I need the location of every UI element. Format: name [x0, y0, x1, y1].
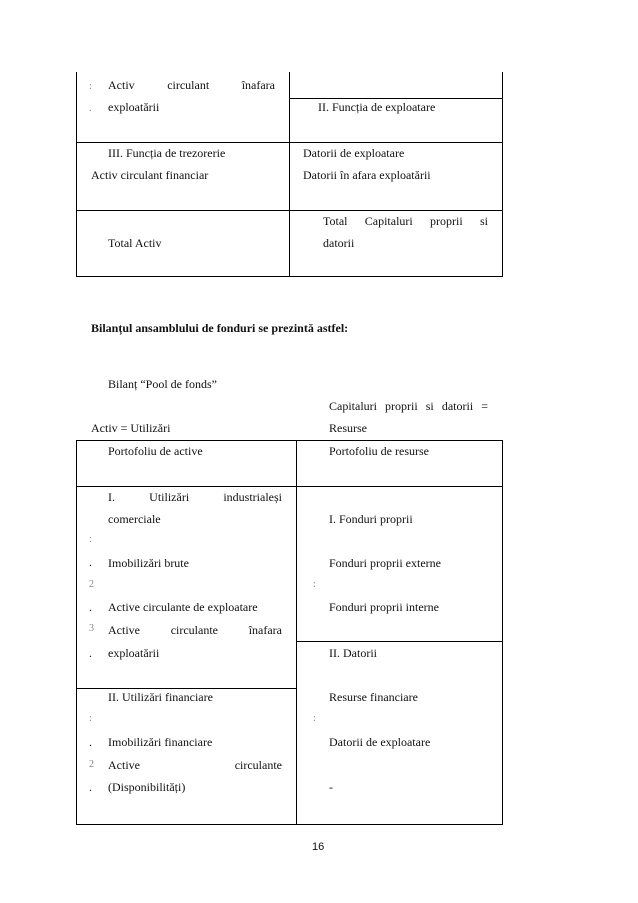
section-heading: Bilanțul ansamblului de fonduri se prezintă astfel: — [91, 321, 349, 335]
left-header: Activ = Utilizări — [91, 421, 171, 435]
debts: II. Datorii — [329, 646, 377, 660]
table1-row2-right-1: Datorii de exploatare — [303, 146, 405, 160]
list-marker: : — [89, 534, 92, 545]
list-marker: . — [89, 103, 92, 114]
table2-left-border — [76, 440, 77, 825]
industrial-uses-line2: comerciale — [108, 512, 161, 526]
table2-right-divider — [296, 641, 503, 642]
portfolio-left: Portofoliu de active — [108, 444, 203, 458]
list-marker: . — [89, 555, 92, 569]
industrial-uses-line1: I. Utilizări industrialeși — [108, 490, 282, 504]
page-number: 16 — [312, 841, 325, 853]
list-marker: : — [89, 713, 92, 724]
liquidity: (Disponibilități) — [108, 780, 186, 794]
list-marker: . — [89, 646, 92, 660]
current-outside-line2: exploatării — [108, 646, 160, 660]
table2-bottom-border — [76, 824, 503, 825]
table2-left-divider — [76, 688, 297, 689]
right-header-line1: Capitaluri proprii si datorii = — [329, 399, 488, 413]
table2-middle-border — [296, 440, 297, 825]
table1-row3-right-line2: datorii — [323, 236, 355, 250]
current-operating-assets: Active circulante de exploatare — [108, 600, 258, 614]
financial-fixed-assets: Imobilizări financiare — [108, 735, 213, 749]
table1-row2-right-2: Datorii în afara exploatării — [303, 168, 431, 182]
table2-row-divider-1 — [76, 486, 503, 487]
portfolio-right: Portofoliu de resurse — [329, 444, 429, 458]
table1-right-row-divider — [289, 98, 503, 99]
current-assets-line1: Active circulante — [108, 758, 282, 772]
list-marker: : — [313, 713, 316, 724]
table1-row3-left: Total Activ — [108, 236, 162, 250]
table1-row-divider-1 — [76, 142, 503, 143]
table2-top-border — [76, 440, 503, 441]
list-marker: . — [89, 780, 92, 794]
list-marker: 2 — [89, 759, 94, 770]
table1-bottom-border — [76, 276, 503, 277]
financial-uses: II. Utilizări financiare — [108, 690, 213, 704]
right-header-line2: Resurse — [329, 421, 367, 435]
table1-row-divider-2 — [76, 210, 503, 211]
operating-debts: Datorii de exploatare — [329, 735, 431, 749]
external-own-funds: Fonduri proprii externe — [329, 556, 441, 570]
table1-middle-border — [289, 72, 290, 277]
list-marker: 3 — [89, 623, 94, 634]
table1-left-border — [76, 72, 77, 277]
table1-row2-left-2: Activ circulant financiar — [91, 168, 209, 182]
table1-row1-left-line2: exploatării — [108, 100, 160, 114]
financial-resources: Resurse financiare — [329, 690, 418, 704]
table1-row1-right: II. Funcția de exploatare — [318, 100, 436, 114]
list-marker: . — [89, 735, 92, 749]
current-outside-line1: Active circulante înafara — [108, 623, 282, 637]
table2-right-border — [502, 440, 503, 825]
list-marker: 2 — [89, 579, 94, 590]
list-marker: : — [313, 579, 316, 590]
pool-title: Bilanț “Pool de fonds” — [108, 377, 217, 391]
dash: - — [329, 780, 333, 794]
list-marker: . — [89, 600, 92, 614]
table1-row2-left-1: III. Funcția de trezorerie — [108, 146, 226, 160]
own-funds: I. Fonduri proprii — [329, 512, 413, 526]
table1-right-border — [502, 72, 503, 277]
fixed-assets-gross: Imobilizări brute — [108, 556, 189, 570]
table1-row1-left-line1: Activ circulant înafara — [108, 78, 275, 92]
internal-own-funds: Fonduri proprii interne — [329, 600, 439, 614]
list-marker: : — [89, 81, 92, 92]
table1-row3-right-line1: Total Capitaluri proprii si — [323, 214, 488, 228]
